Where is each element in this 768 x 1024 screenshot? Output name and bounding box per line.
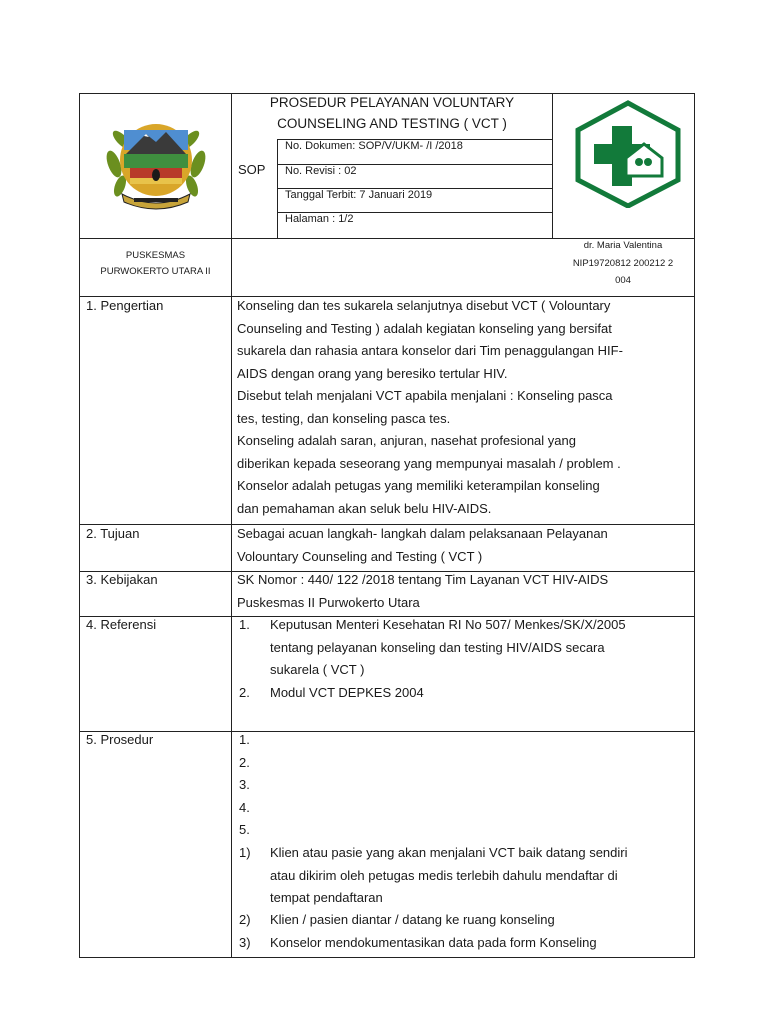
pengertian-line: diberikan kepada seseorang yang mempunyai masalah / problem . bbox=[237, 455, 621, 471]
signer-name: dr. Maria Valentina bbox=[583, 240, 663, 251]
pengertian-line: Konseling dan tes sukarela selanjutnya disebut VCT ( Volountary bbox=[237, 298, 611, 313]
pengertian-line: Konselor adalah petugas yang memiliki keterampilan konseling bbox=[237, 478, 600, 493]
pengertian-line: Counseling and Testing ) adalah kegiatan konseling yang bersifat bbox=[237, 320, 612, 336]
prosedur-step-number: 3) bbox=[239, 934, 251, 950]
pengertian-line: Disebut telah menjalani VCT apabila menjalani : Konseling pasca bbox=[237, 388, 613, 403]
prosedur-step-line: tempat pendaftaran bbox=[270, 890, 383, 905]
kebijakan-line: Puskesmas II Purwokerto Utara bbox=[237, 594, 420, 610]
col-divider-right bbox=[552, 94, 553, 238]
pengertian-line: dan pemahaman akan seluk belu HIV-AIDS. bbox=[237, 500, 492, 516]
prosedur-step-number: 1) bbox=[239, 845, 251, 860]
prosedur-step-line: Konselor mendokumentasikan data pada form Konseling bbox=[270, 934, 597, 950]
referensi-line: Modul VCT DEPKES 2004 bbox=[270, 685, 424, 700]
kebijakan-line: SK Nomor : 440/ 122 /2018 tentang Tim Layanan VCT HIV-AIDS bbox=[237, 572, 609, 587]
prosedur-number: 5. bbox=[239, 822, 250, 837]
pengertian-line: sukarela dan rahasia antara konselor dari Tim penaggulangan HIF- bbox=[237, 343, 623, 358]
referensi-number: 1. bbox=[239, 617, 250, 632]
row-divider-referensi bbox=[80, 731, 694, 732]
prosedur-number: 3. bbox=[239, 777, 250, 792]
meta-no-revisi: No. Revisi : 02 bbox=[285, 165, 357, 177]
prosedur-step-line: atau dikirim oleh petugas medis terlebih dahulu mendaftar di bbox=[270, 867, 618, 883]
prosedur-step-number: 2) bbox=[239, 912, 251, 927]
referensi-line: Keputusan Menteri Kesehatan RI No 507/ Menkes/SK/X/2005 bbox=[270, 617, 626, 632]
tujuan-line: Volountary Counseling and Testing ( VCT ) bbox=[237, 548, 483, 564]
prosedur-step-line: Klien atau pasie yang akan menjalani VCT baik datang sendiri bbox=[270, 845, 628, 860]
meta-tanggal-terbit: Tanggal Terbit: 7 Januari 2019 bbox=[285, 189, 433, 201]
signer-nip-line2: 004 bbox=[615, 275, 631, 286]
pengertian-line: tes, testing, dan konseling pasca tes. bbox=[237, 410, 451, 426]
puskesmas-cross-logo-icon bbox=[572, 100, 684, 208]
prosedur-step-line: Klien / pasien diantar / datang ke ruang konseling bbox=[270, 912, 555, 927]
institution-name-line2: PURWOKERTO UTARA II bbox=[100, 266, 211, 277]
sop-document bbox=[79, 93, 695, 958]
referensi-line: sukarela ( VCT ) bbox=[270, 662, 365, 677]
referensi-line: tentang pelayanan konseling dan testing HIV/AIDS secara bbox=[270, 639, 605, 655]
section-label-kebijakan: 3. Kebijakan bbox=[86, 572, 158, 587]
prosedur-number: 2. bbox=[239, 754, 250, 770]
section-label-referensi: 4. Referensi bbox=[86, 617, 157, 632]
referensi-number: 2. bbox=[239, 685, 250, 700]
institution-name-line1: PUSKESMAS bbox=[125, 250, 186, 261]
pengertian-line: Konseling adalah saran, anjuran, nasehat profesional yang bbox=[237, 433, 576, 448]
col-divider-left bbox=[231, 94, 232, 958]
document-title-line1: PROSEDUR PELAYANAN VOLUNTARY bbox=[269, 95, 515, 110]
meta-no-dokumen: No. Dokumen: SOP/V/UKM- /I /2018 bbox=[285, 140, 463, 152]
tujuan-line: Sebagai acuan langkah- langkah dalam pelaksanaan Pelayanan bbox=[237, 526, 608, 541]
prosedur-number: 1. bbox=[239, 732, 250, 747]
section-label-pengertian: 1. Pengertian bbox=[86, 298, 164, 313]
section-label-prosedur: 5. Prosedur bbox=[86, 732, 154, 747]
section-label-tujuan: 2. Tujuan bbox=[86, 526, 140, 541]
pengertian-line: AIDS dengan orang yang beresiko tertular HIV. bbox=[237, 365, 508, 381]
regency-emblem-icon bbox=[100, 112, 212, 212]
meta-halaman: Halaman : 1/2 bbox=[285, 213, 354, 225]
prosedur-number: 4. bbox=[239, 799, 250, 815]
document-title-line2: COUNSELING AND TESTING ( VCT ) bbox=[277, 116, 507, 131]
sop-label: SOP bbox=[238, 162, 266, 177]
signer-nip-line1: NIP19720812 200212 2 bbox=[572, 258, 674, 269]
